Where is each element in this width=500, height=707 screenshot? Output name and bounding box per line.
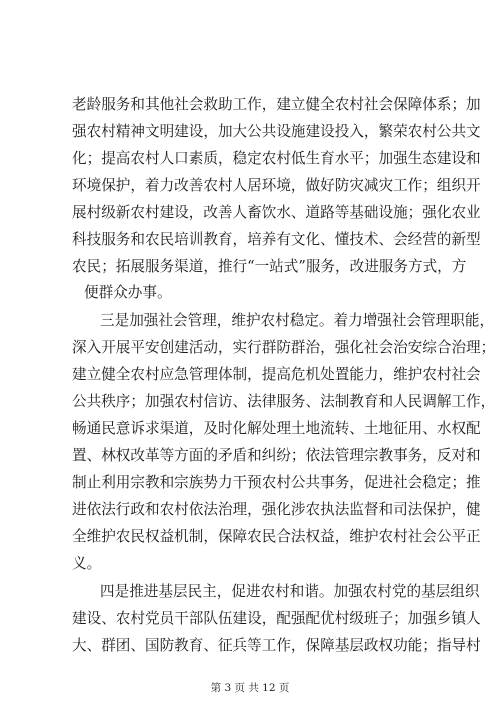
body-text-line: 环境保护，着力改善农村人居环境，做好防灾减灾工作；组织开 bbox=[72, 177, 481, 194]
body-text-line: 置、林权改革等方面的矛盾和纠纷；依法管理宗教事务，反对和 bbox=[72, 447, 481, 464]
paragraph-first-line: 四是推进基层民主，促进农村和谐。加强农村党的基层组织 bbox=[100, 583, 480, 600]
body-text-line: 畅通民意诉求渠道，及时化解处理土地流转、土地征用、水权配 bbox=[72, 420, 481, 437]
body-text-line: 科技服务和农民培训教育，培养有文化、懂技术、会经营的新型 bbox=[72, 231, 481, 248]
body-text-line: 建立健全农村应急管理体制，提高危机处置能力，维护农村社会 bbox=[72, 366, 481, 383]
body-text-line: 建设、农村党员干部队伍建设，配强配优村级班子；加强乡镇人 bbox=[72, 610, 481, 627]
body-text-line: 化；提高农村人口素质，稳定农村低生育水平；加强生态建设和 bbox=[72, 150, 481, 167]
body-text-line: 深入开展平安创建活动，实行群防群治，强化社会治安综合治理； bbox=[72, 339, 496, 356]
body-text-line: 大、群团、国防教育、征兵等工作，保障基层政权功能；指导村 bbox=[72, 637, 481, 654]
body-text-line: 强农村精神文明建设，加大公共设施建设投入，繁荣农村公共文 bbox=[72, 123, 481, 140]
body-text-line: 老龄服务和其他社会救助工作，建立健全农村社会保障体系；加 bbox=[72, 96, 481, 113]
body-text-line: 义。 bbox=[72, 555, 102, 572]
body-text-line: 全维护农民权益机制，保障农民合法权益，维护农村社会公平正 bbox=[72, 528, 481, 545]
body-text-line: 制止利用宗教和宗族势力干预农村公共事务，促进社会稳定；推 bbox=[72, 474, 481, 491]
paragraph-first-line: 三是加强社会管理，维护农村稳定。着力增强社会管理职能， bbox=[100, 312, 495, 329]
page-footer: 第 3 页 共 12 页 bbox=[210, 682, 290, 694]
body-text-line: 进依法行政和农村依法治理，强化涉农执法监督和司法保护，健 bbox=[72, 501, 481, 518]
body-text-line: 公共秩序；加强农村信访、法律服务、法制教育和人民调解工作， bbox=[72, 393, 496, 410]
body-text-line: 展村级新农村建设，改善人畜饮水、道路等基础设施；强化农业 bbox=[72, 204, 481, 221]
body-text-line: 农民；拓展服务渠道，推行“一站式”服务，改进服务方式，方 bbox=[72, 258, 467, 275]
body-text-line: 便群众办事。 bbox=[84, 284, 172, 301]
